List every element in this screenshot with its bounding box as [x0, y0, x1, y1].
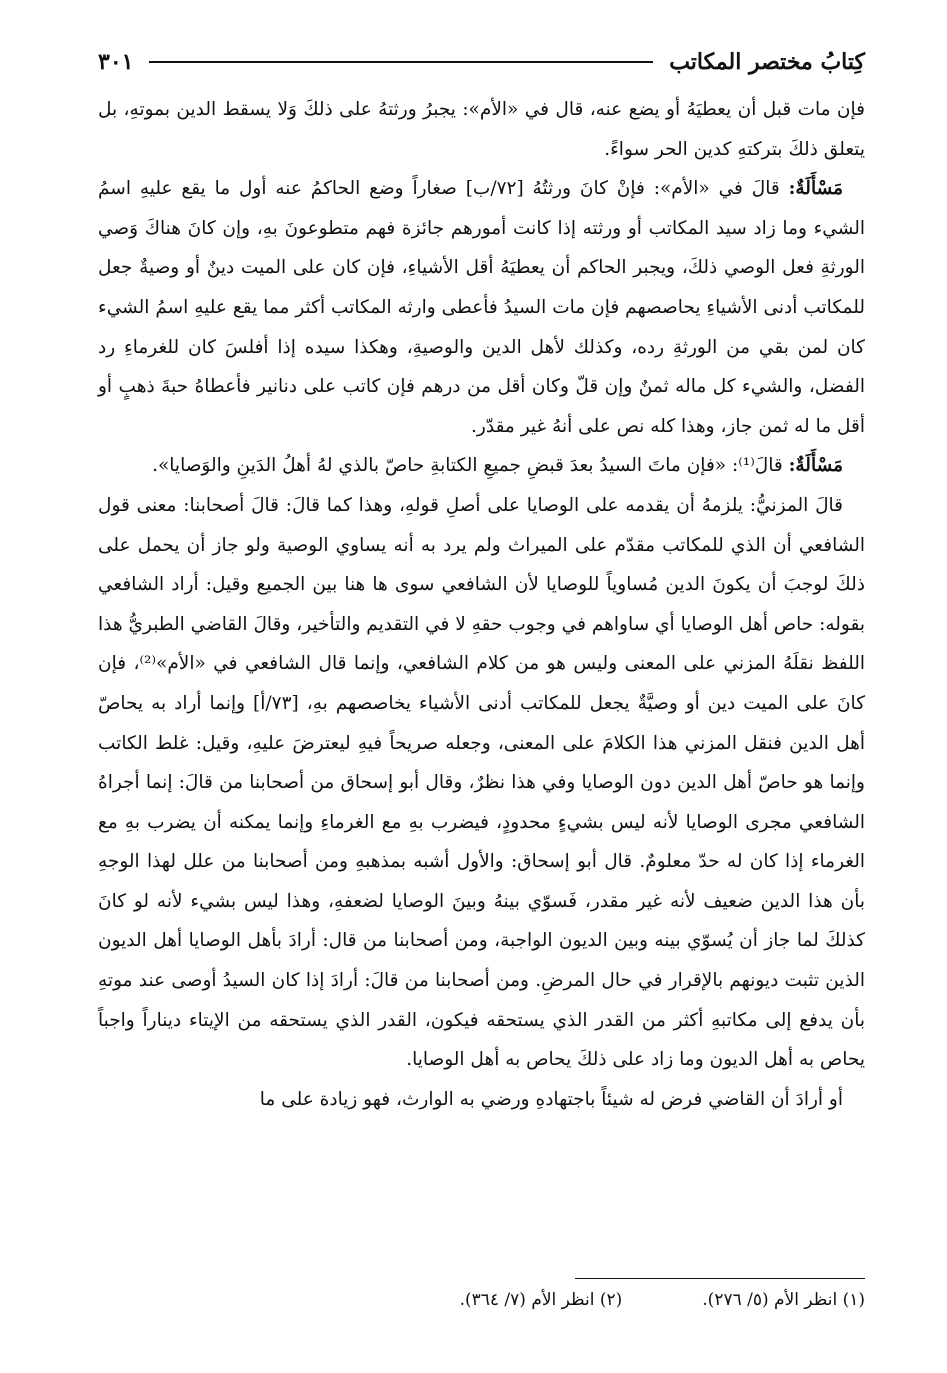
- header-rule: [149, 61, 653, 63]
- page-body: [98, 90, 865, 1119]
- paragraph-text: قالَ⁽¹⁾: «فإن ماتَ السيدُ بعدَ قبضِ جميعِ الكتابةِ حاصّ بالذي لهُ أهلُ الدَينِ والوَصايا».: [152, 455, 783, 477]
- paragraph-text: فإن مات قبل أن يعطيَهُ أو يضع عنه، قال في «الأم»: يجبرُ ورثتهُ على ذلكَ وَلا يسقط الدين بموتهِ، بل يتعلق ذلكَ بتركتهِ كدين الحر سواءً.: [98, 99, 865, 160]
- paragraph: [98, 446, 865, 486]
- paragraph-text: قالَ المزنيُّ: يلزمهُ أن يقدمه على الوصايا على أصلِ قولهِ، وهذا كما قالَ: قالَ أصحابنا: معنى قول الشافعي أن الذي للمكاتب مقدّم على الميراث ولم يرد به أنه يساوي الوصية ولو جاز أن يحمل على ذلكَ لوجبَ أن يكونَ الدين مُساوياً للوصايا لأن الشافعي سوى ها هنا بين الجميع وقيل: أراد الشافعي بقوله: حاص أهل الوصايا أي ساواهم في وجوب حقهِ لا في التقديم والتأخير، وقالَ القاضي الطبريُّ هذا اللفظ نقلَهُ المزني على المعنى وليس هو من كلام الشافعي، وإنما قال الشافعي في «الأم»⁽²⁾، فإن كانَ على الميت دين أو وصيَّةٌ يجعل للمكاتب أدنى الأشياء يخاصصهم بهِ، [٧٣/أ] وإنما أراد به يحاصّ أهل الدين فنقل المزني هذا الكلامَ على المعنى، وجعله صريحاً فيهِ ليعترضَ عليهِ، وقيل: غلط الكاتب وإنما هو حاصّ أهل الدين دون الوصايا وفي هذا نظرٌ، وقال أبو إسحاق من أصحابنا من قالَ: إنما أجراهُ الشافعي مجرى الوصايا لأنه ليس بشيءٍ محدودٍ، فيضرب بهِ مع الغرماءِ وإنما يمكنه أن يضرب بهِ مع الغرماء إذا كان له حدّ معلومٌ. قال أبو إسحاق: والأول أشبه بمذهبهِ ومن أصحابنا من علل لهذا الوجهِ بأن هذا الدين ضعيف لأنه غير مقدر، فَسوّي بينهُ وبينَ الوصايا لضعفهِ، وهذا ليس بشيء لأنه لو كانَ كذلكَ لما جاز أن يُسوّي بينه وبين الديون الواجبة، ومن أصحابنا من قال: أرادَ بأهل الوصايا أهل الديون الذين تثبت ديونهم بالإقرار في حال المرضِ. ومن أصحابنا من قالَ: أرادَ إذا كان السيدُ أوصى عند موتهِ بأن يدفع إلى مكاتبهِ أكثر من القدر الذي يستحقه فيكون، القدر الذي يستحقه من الإيتاء ديناراً واجباً يحاص به أهل الديون وما زاد على ذلكَ يحاص به أهل الوصايا.: [98, 494, 866, 1071]
- footnote: (٢) انظر الأم (٧/ ٣٦٤).: [459, 1290, 623, 1310]
- footnote-rule: [575, 1278, 865, 1279]
- paragraph: [98, 1080, 865, 1120]
- running-header: [98, 40, 865, 84]
- paragraph-text: قالَ في «الأم»: فإنْ كانَ ورثتُهُ [٧٢/ب] صغاراً وضع الحاكمُ عنه أول ما يقع عليهِ اسمُ الشيء وما زاد سيد المكاتب أو ورثته إذا كانت أمورهم جائزة فهم متطوعونَ بهِ، وإن كانَ هناكَ وَصي الورثةِ فعل الوصي ذلكَ، ويجبر الحاكم أن يعطيَهُ أقل الأشياءِ، فإن كان على الميت دينٌ أو وصيةٌ جعل للمكاتب أدنى الأشياءِ يحاصصهم فإن مات السيدُ فأعطى وارثه المكاتب أكثر مما يقع عليهِ اسمُ الشيء كان لمن بقي من الورثةِ رده، وكذلك لأهل الدين والوصيةِ، وهكذا سيده إذا أفلسَ كان للغرماءِ رد الفضل، والشيء كل ماله ثمنٌ وإن قلّ وكان أقل من درهم فإن كاتب على دنانير فأعطاهُ حبةَ ذهبٍ أو أقل ما له ثمن جاز، وهذا كله نص على أنهُ غير مقدّر.: [98, 178, 865, 437]
- paragraph: [98, 486, 865, 1080]
- paragraph: [98, 90, 865, 169]
- footnotes: [300, 1290, 865, 1310]
- masala-heading: مَسْأَلَةٌ:: [788, 455, 843, 477]
- header-title: كِتابُ مختصر المكاتب: [669, 49, 865, 75]
- footnote: (١) انظر الأم (٥/ ٢٧٦).: [702, 1290, 865, 1310]
- paragraph: [98, 169, 865, 446]
- page-number: ٣٠١: [98, 49, 134, 75]
- masala-heading: مَسْأَلَةٌ:: [788, 178, 843, 200]
- paragraph-text: أو أرادَ أن القاضي فرض له شيئاً باجتهادهِ ورضي به الوارث، فهو زيادة على ما: [259, 1088, 843, 1110]
